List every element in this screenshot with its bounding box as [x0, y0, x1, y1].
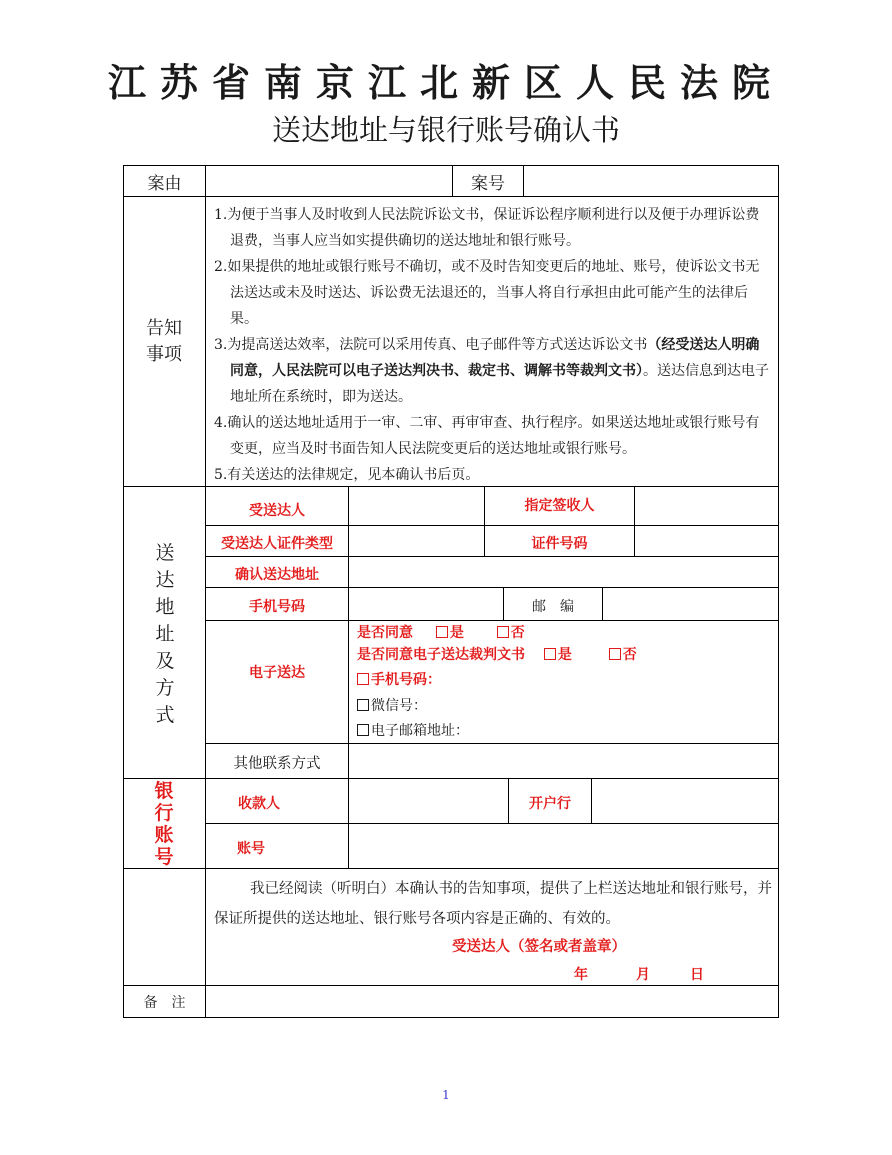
notice-item: 4.确认的送达地址适用于一审、二审、再审审查、执行程序。如果送达地址或银行账号有变更，应当及时书面告知人民法院变更后的送达地址或银行账号。	[214, 415, 760, 457]
bank-section-label: 银行账号	[154, 780, 174, 868]
e-wechat-option[interactable]: 微信号：	[357, 696, 637, 718]
judgment-yes-checkbox[interactable]: 是	[544, 647, 572, 663]
agree-text: 是否同意	[357, 625, 413, 641]
payee-field[interactable]	[349, 779, 508, 823]
phone-field[interactable]	[349, 588, 503, 620]
e-email-option[interactable]: 电子邮箱地址：	[357, 721, 637, 743]
id-number-field[interactable]	[635, 526, 778, 556]
notice-item3-tail: 。送达信息到达电子地址所在系统时，即为送达。	[230, 363, 769, 405]
judgment-no-checkbox[interactable]: 否	[609, 647, 637, 663]
remarks-label: 备 注	[143, 994, 186, 1011]
notice-list	[214, 202, 770, 488]
checkbox-icon	[436, 626, 448, 638]
agree-judgment-text: 是否同意电子送达裁判文书	[357, 646, 525, 663]
recipient-field[interactable]	[349, 487, 484, 525]
phone-label: 手机号码	[249, 599, 305, 615]
notice-item: 1.为便于当事人及时收到人民法院诉讼文书，保证诉讼程序顺利进行以及便于办理诉讼费退费，当事人应当如实提供确切的送达地址和银行账号。	[214, 207, 760, 249]
case-number-label: 案号	[471, 173, 505, 194]
address-section-label: 送达地址及方式	[155, 542, 175, 726]
date-day: 日	[690, 967, 704, 983]
id-type-field[interactable]	[349, 526, 484, 556]
e-phone-option[interactable]: 手机号码：	[357, 670, 637, 692]
checkbox-icon	[357, 724, 369, 736]
electronic-service-options	[357, 623, 637, 743]
bank-name-field[interactable]	[592, 779, 778, 823]
notice-item: 2.如果提供的地址或银行账号不确切，或不及时告知变更后的地址、账号，使诉讼文书无法送达或未及时送达、诉讼费无法退还的，当事人将自行承担由此可能产生的法律后果。	[214, 259, 760, 327]
notice-item3-bold: （经受送达人明确同意，人民法院可以电子送达判决书、裁定书、调解书等裁判文书）	[230, 337, 760, 379]
page-number: 1	[442, 1088, 450, 1102]
confirmed-address-label: 确认送达地址	[235, 567, 319, 583]
notice-item	[214, 332, 770, 410]
id-number-label: 证件号码	[531, 536, 588, 552]
case-number-field[interactable]	[524, 166, 778, 196]
account-label: 账号	[237, 841, 265, 857]
court-title: 江苏省南京江北新区人民法院	[107, 61, 784, 105]
bank-name-label: 开户行	[529, 796, 571, 812]
checkbox-icon	[544, 648, 556, 660]
form-subtitle: 送达地址与银行账号确认书	[271, 113, 620, 147]
electronic-service-label: 电子送达	[249, 665, 305, 681]
designated-signer-field[interactable]	[635, 487, 778, 525]
remarks-field[interactable]	[206, 986, 778, 1017]
account-field[interactable]	[349, 824, 778, 868]
checkbox-icon	[497, 626, 509, 638]
payee-label: 收款人	[238, 796, 280, 812]
recipient-label: 受送达人	[249, 503, 305, 519]
designated-signer-label: 指定签收人	[524, 498, 595, 514]
date-year: 年	[574, 967, 588, 983]
agree-no-checkbox[interactable]: 否	[497, 625, 525, 641]
signature-label: 受送达人（签名或者盖章）	[452, 939, 626, 955]
other-contact-label: 其他联系方式	[233, 755, 321, 772]
postcode-field[interactable]	[603, 588, 778, 620]
confirmed-address-field[interactable]	[349, 557, 778, 587]
case-cause-label: 案由	[147, 173, 182, 194]
notice-label: 告知事项	[146, 318, 182, 365]
postcode-label: 邮 编	[532, 599, 574, 615]
agree-judgment-row	[357, 645, 637, 667]
declaration-text: 我已经阅读（听明白）本确认书的告知事项，提供了上栏送达地址和银行账号，并保证所提供的送达地址、银行账号各项内容是正确的、有效的。	[214, 881, 772, 927]
checkbox-icon	[357, 699, 369, 711]
case-cause-field[interactable]	[206, 166, 452, 196]
date-month: 月	[636, 967, 650, 983]
id-type-label: 受送达人证件类型	[221, 536, 333, 552]
notice-item: 5.有关送达的法律规定，见本确认书后页。	[214, 467, 480, 483]
other-contact-field[interactable]	[349, 744, 778, 778]
checkbox-icon	[357, 673, 369, 685]
agree-yes-checkbox[interactable]: 是	[436, 625, 464, 641]
notice-item3-text: 3.为提高送达效率，法院可以采用传真、电子邮件等方式送达诉讼文书	[214, 337, 648, 353]
agree-row	[357, 623, 637, 645]
checkbox-icon	[609, 648, 621, 660]
